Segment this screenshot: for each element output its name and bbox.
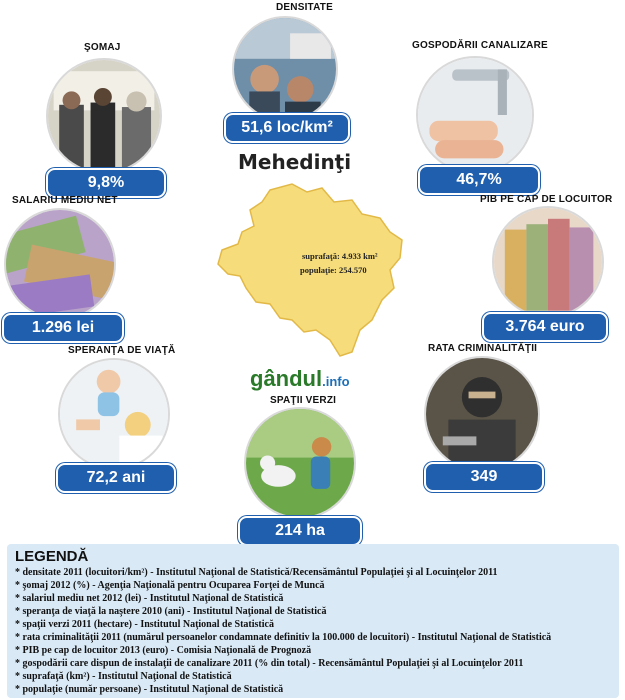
legend-item: * şomaj 2012 (%) - Agenţia Naţională pentru Ocuparea Forţei de Muncă xyxy=(15,580,325,591)
canalizare-photo xyxy=(416,56,534,174)
densitate-title: DENSITATE xyxy=(276,2,333,13)
salariu-title: SALARIU MEDIU NET xyxy=(12,195,118,206)
speranta-title: SPERANŢA DE VIAŢĂ xyxy=(68,345,176,356)
speranta-value: 72,2 ani xyxy=(56,463,176,493)
criminalitate-title: RATA CRIMINALITĂŢII xyxy=(428,343,538,354)
legend-item: * salariul mediu net 2012 (lei) - Institutul Naţional de Statistică xyxy=(15,593,284,604)
legend-item: * speranţa de viaţă la naştere 2010 (ani) - Institutul Naţional de Statistică xyxy=(15,606,327,617)
canalizare-title: GOSPODĂRII CANALIZARE xyxy=(412,40,548,51)
pib-value: 3.764 euro xyxy=(482,312,608,342)
spatii-photo xyxy=(244,407,356,519)
densitate-value: 51,6 loc/km² xyxy=(224,113,350,143)
legend-item: * spaţii verzi 2011 (hectare) - Institutul Naţional de Statistică xyxy=(15,619,274,630)
salariu-photo xyxy=(4,208,116,320)
pib-title: PIB PE CAP DE LOCUITOR xyxy=(480,194,613,205)
somaj-value: 9,8% xyxy=(46,168,166,198)
legend-item: * populaţie (număr persoane) - Institutul Naţional de Statistică xyxy=(15,684,284,695)
somaj-photo xyxy=(46,58,162,174)
legend-title: LEGENDĂ xyxy=(15,548,89,565)
county-map xyxy=(212,180,412,360)
criminalitate-photo xyxy=(424,356,540,472)
pib-photo xyxy=(492,206,604,318)
gandul-logo xyxy=(250,366,350,392)
legend-item: * gospodării care dispun de instalaţii de canalizare 2011 (% din total) - Recensământul Populaţiei şi al Locuinţelor 2011 xyxy=(15,658,524,669)
spatii-title: SPAŢII VERZI xyxy=(270,395,337,406)
somaj-title: ŞOMAJ xyxy=(84,42,121,53)
canalizare-value: 46,7% xyxy=(418,165,540,195)
legend-item: * suprafaţă (km²) - Institutul Naţional de Statistică xyxy=(15,671,232,682)
logo-suffix: .info xyxy=(322,374,350,389)
logo-main: gândul xyxy=(250,366,323,391)
criminalitate-value: 349 xyxy=(424,462,544,492)
legend xyxy=(7,544,619,698)
salariu-value: 1.296 lei xyxy=(2,313,124,343)
densitate-photo xyxy=(232,16,338,122)
county-population: populaţie: 254.570 xyxy=(300,265,367,275)
county-name: Mehedinţi xyxy=(238,150,352,174)
legend-item: * densitate 2011 (locuitori/km²) - Institutul Naţional de Statistică/Recensământul Populaţiei şi al Locuinţelor 2011 xyxy=(15,567,498,578)
legend-item: * rata criminalităţii 2011 (numărul persoanelor condamnate definitiv la 100.000 de locuitori) - Institutul Naţional de Statistică xyxy=(15,632,552,643)
legend-item: * PIB pe cap de locuitor 2013 (euro) - Comisia Naţională de Prognoză xyxy=(15,645,312,656)
county-area: suprafaţă: 4.933 km² xyxy=(302,251,378,261)
speranta-photo xyxy=(58,358,170,470)
spatii-value: 214 ha xyxy=(238,516,362,546)
